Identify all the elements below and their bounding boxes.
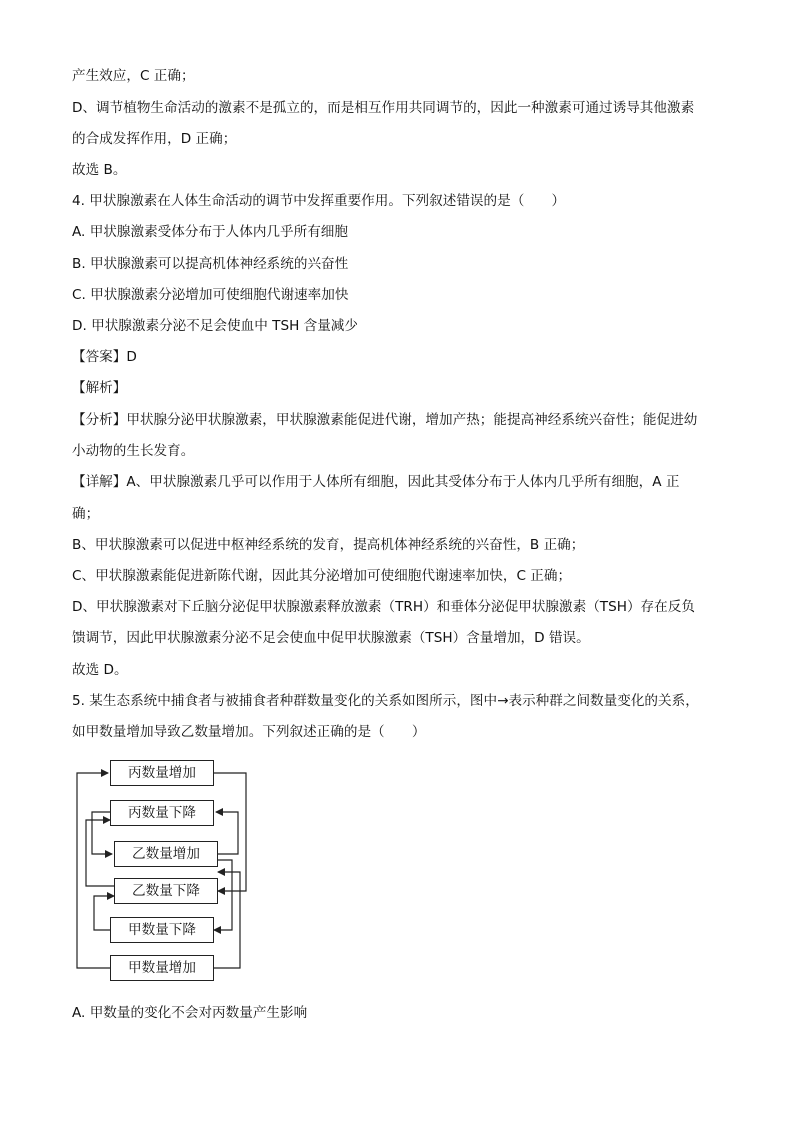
- box-yi-increase: 乙数量增加: [114, 841, 218, 867]
- arrow-bing-up-to-yi-down: [214, 773, 246, 891]
- box-jia-decrease: 甲数量下降: [110, 917, 214, 943]
- text-line-1: 产生效应，C 正确；: [72, 68, 195, 84]
- question-4-option-d: D. 甲状腺激素分泌不足会使血中 TSH 含量减少: [72, 318, 358, 334]
- answer-line: 【答案】D: [72, 349, 137, 365]
- box-bing-decrease: 丙数量下降: [110, 800, 214, 826]
- question-4-stem: 4. 甲状腺激素在人体生命活动的调节中发挥重要作用。下列叙述错误的是（ ）: [72, 193, 566, 209]
- question-5-option-a: A. 甲数量的变化不会对丙数量产生影响: [72, 1005, 308, 1021]
- arrow-jia-up-to-bing-up: [77, 773, 114, 968]
- choice-line: 故选 D。: [72, 662, 128, 678]
- detail-line-1: 【详解】A、甲状腺激素几乎可以作用于人体所有细胞，因此其受体分布于人体内几乎所有细胞，A 正: [72, 474, 680, 490]
- box-bing-increase: 丙数量增加: [110, 760, 214, 786]
- text-line-4: 故选 B。: [72, 162, 127, 178]
- detail-line-6: 馈调节，因此甲状腺激素分泌不足会使血中促甲状腺激素（TSH）含量增加，D 错误。: [72, 630, 590, 646]
- text-line-3: 的合成发挥作用，D 正确；: [72, 131, 237, 147]
- box-jia-increase: 甲数量增加: [110, 955, 214, 981]
- analysis-line-2: 小动物的生长发育。: [72, 443, 195, 459]
- text-line-2: D、调节植物生命活动的激素不是孤立的，而是相互作用共同调节的，因此一种激素可通过诱导其他激素: [72, 100, 695, 116]
- question-5-stem-2: 如甲数量增加导致乙数量增加。下列叙述正确的是（ ）: [72, 724, 426, 740]
- analysis-line-1: 【分析】甲状腺分泌甲状腺激素，甲状腺激素能促进代谢，增加产热；能提高神经系统兴奋性；能促进幼: [72, 412, 698, 428]
- detail-line-4: C、甲状腺激素能促进新陈代谢，因此其分泌增加可使细胞代谢速率加快，C 正确；: [72, 568, 572, 584]
- question-5-stem-1: 5. 某生态系统中捕食者与被捕食者种群数量变化的关系如图所示，图中→表示种群之间数量变化的关系，: [72, 693, 699, 709]
- question-4-option-c: C. 甲状腺激素分泌增加可使细胞代谢速率加快: [72, 287, 349, 303]
- detail-line-5: D、甲状腺激素对下丘脑分泌促甲状腺激素释放激素（TRH）和垂体分泌促甲状腺激素（TSH）存在反负: [72, 599, 695, 615]
- detail-line-3: B、甲状腺激素可以促进中枢神经系统的发育，提高机体神经系统的兴奋性，B 正确；: [72, 537, 585, 553]
- detail-line-2: 确；: [72, 506, 100, 522]
- question-4-option-a: A. 甲状腺激素受体分布于人体内几乎所有细胞: [72, 224, 348, 240]
- analysis-heading: 【解析】: [72, 380, 127, 396]
- box-yi-decrease: 乙数量下降: [114, 878, 218, 904]
- arrow-yi-down-to-bing-down: [86, 820, 114, 886]
- question-4-option-b: B. 甲状腺激素可以提高机体神经系统的兴奋性: [72, 256, 349, 272]
- arrow-bing-down-to-yi-up: [92, 812, 112, 854]
- arrow-yi-up-to-bing-down: [216, 812, 238, 854]
- diagram-arrows: [60, 756, 270, 986]
- population-relationship-diagram: [60, 756, 270, 986]
